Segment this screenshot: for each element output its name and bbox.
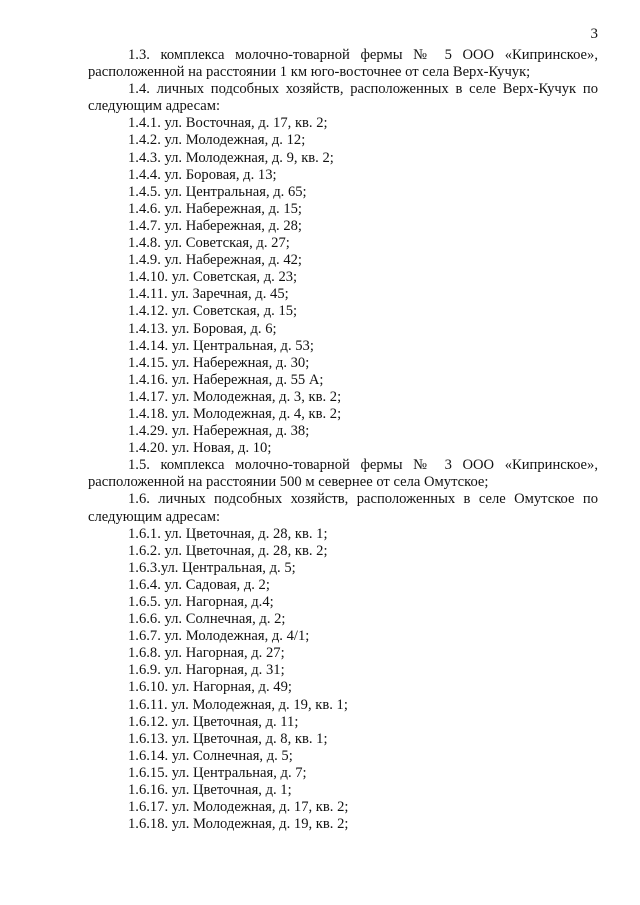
list-item: 1.6.11. ул. Молодежная, д. 19, кв. 1; [128,696,348,713]
list-item: 1.6.12. ул. Цветочная, д. 11; [128,713,299,730]
list-item: 1.4.1. ул. Восточная, д. 17, кв. 2; [128,115,328,132]
list-item: 1.4.6. ул. Набережная, д. 15; [128,200,302,217]
list-item: 1.6.17. ул. Молодежная, д. 17, кв. 2; [128,799,349,816]
list-item: 1.6.18. ул. Молодежная, д. 19, кв. 2; [128,816,349,833]
list-item: 1.6.13. ул. Цветочная, д. 8, кв. 1; [128,730,328,747]
paragraph-1-6: 1.6. личных подсобных хозяйств, расположенных в селе Омутское по следующим адресам: [88,491,598,525]
list-item: 1.4.16. ул. Набережная, д. 55 А; [128,371,324,388]
list-item: 1.6.6. ул. Солнечная, д. 2; [128,611,286,628]
paragraph-1-3: 1.3. комплекса молочно-товарной фермы № 5 ООО «Кипринское», расположенной на расстоянии 1 км юго-восточнее от села Верх-Кучук; [88,47,598,81]
list-item: 1.4.7. ул. Набережная, д. 28; [128,217,302,234]
list-item: 1.4.20. ул. Новая, д. 10; [128,440,272,457]
list-item: 1.6.10. ул. Нагорная, д. 49; [128,679,292,696]
list-item: 1.4.13. ул. Боровая, д. 6; [128,320,277,337]
list-item: 1.4.14. ул. Центральная, д. 53; [128,337,314,354]
list-item: 1.4.11. ул. Заречная, д. 45; [128,286,289,303]
list-item: 1.4.4. ул. Боровая, д. 13; [128,166,277,183]
list-item: 1.4.5. ул. Центральная, д. 65; [128,183,307,200]
page-number: 3 [590,26,598,42]
address-list-1-4 [88,115,598,457]
list-item: 1.4.10. ул. Советская, д. 23; [128,269,298,286]
paragraph-1-4: 1.4. личных подсобных хозяйств, расположенных в селе Верх-Кучук по следующим адресам: [88,81,598,115]
list-item: 1.6.3.ул. Центральная, д. 5; [128,559,296,576]
list-item: 1.6.15. ул. Центральная, д. 7; [128,764,307,781]
list-item: 1.6.8. ул. Нагорная, д. 27; [128,645,285,662]
list-item: 1.4.29. ул. Набережная, д. 38; [128,423,310,440]
address-list-1-6 [88,526,598,834]
document-body [88,47,598,833]
list-item: 1.4.8. ул. Советская, д. 27; [128,235,290,252]
list-item: 1.4.12. ул. Советская, д. 15; [128,303,298,320]
list-item: 1.6.14. ул. Солнечная, д. 5; [128,747,293,764]
list-item: 1.6.7. ул. Молодежная, д. 4/1; [128,628,310,645]
list-item: 1.4.18. ул. Молодежная, д. 4, кв. 2; [128,405,342,422]
list-item: 1.4.17. ул. Молодежная, д. 3, кв. 2; [128,388,342,405]
list-item: 1.4.3. ул. Молодежная, д. 9, кв. 2; [128,149,334,166]
list-item: 1.4.15. ул. Набережная, д. 30; [128,354,310,371]
paragraph-1-5: 1.5. комплекса молочно-товарной фермы № 3 ООО «Кипринское», расположенной на расстоянии 500 м севернее от села Омутское; [88,457,598,491]
list-item: 1.6.16. ул. Цветочная, д. 1; [128,782,292,799]
list-item: 1.4.9. ул. Набережная, д. 42; [128,252,302,269]
list-item: 1.6.5. ул. Нагорная, д.4; [128,594,274,610]
list-item: 1.6.2. ул. Цветочная, д. 28, кв. 2; [128,542,328,559]
list-item: 1.6.1. ул. Цветочная, д. 28, кв. 1; [128,525,328,542]
list-item: 1.4.2. ул. Молодежная, д. 12; [128,132,306,149]
list-item: 1.6.4. ул. Садовая, д. 2; [128,576,270,593]
list-item: 1.6.9. ул. Нагорная, д. 31; [128,662,285,679]
